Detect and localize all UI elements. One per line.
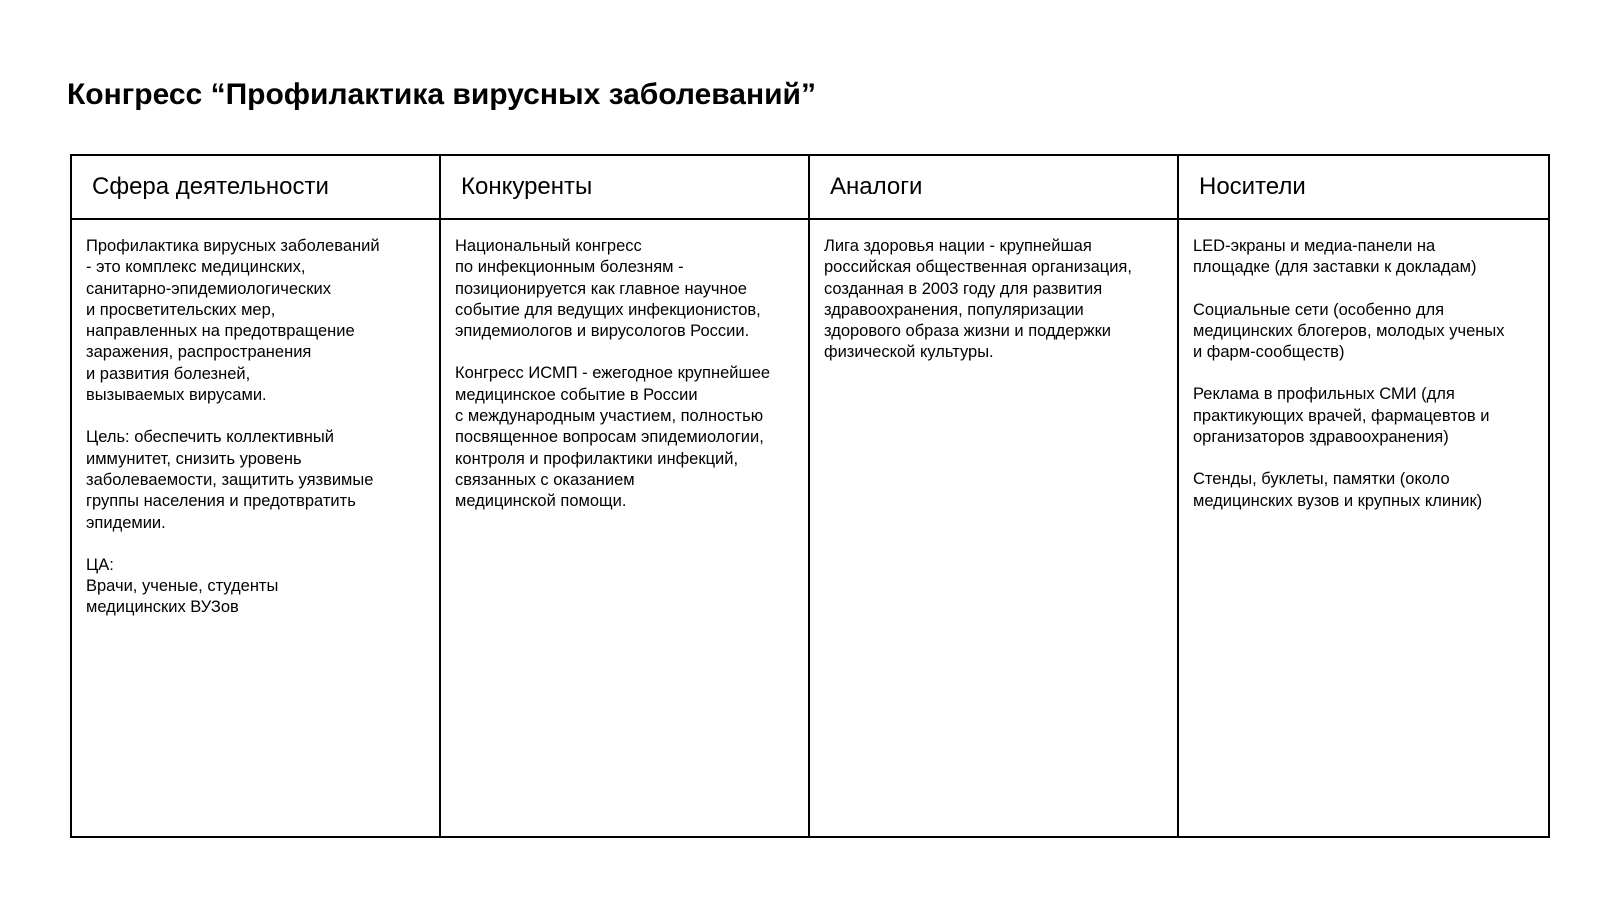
analog-health-league-text: Лига здоровья нации - крупнейшая российская общественная организация, созданная в 2003 году для развития здравоохранения, популяризации здорового образа жизни и поддержки физической культуры. <box>824 237 1132 362</box>
competitor-national-congress-text: Национальный конгресс по инфекционным болезням - позиционируется как главное научное событие для ведущих инфекционистов, эпидемиологов и вирусологов России. <box>455 237 761 341</box>
column-header-sphere: Сфера деятельности <box>72 156 441 220</box>
column-body-sphere <box>72 220 441 836</box>
info-table <box>70 154 1550 838</box>
sphere-definition-text: Профилактика вирусных заболеваний - это комплекс медицинских, санитарно-эпидемиологических и просветительских мер, направленных на предотвращение заражения, распространения и развития болезней, вызываемых вирусами. <box>86 237 380 405</box>
column-body-carriers <box>1179 220 1548 836</box>
sphere-goal-text: Цель: обеспечить коллективный иммунитет, снизить уровень заболеваемости, защитить уязвимые группы населения и предотвратить эпидемии. <box>86 428 374 532</box>
competitor-ismp-congress-text: Конгресс ИСМП - ежегодное крупнейшее медицинское событие в России с международным участием, полностью посвященное вопросам эпидемиологии, контроля и профилактики инфекций, связанных с оказанием медицинской помощи. <box>455 364 771 511</box>
column-header-analogs: Аналоги <box>810 156 1179 220</box>
sphere-audience-text: ЦА: Врачи, ученые, студенты медицинских ВУЗов <box>86 555 279 617</box>
carrier-stands-booklets-text: Стенды, буклеты, памятки (около медицинских вузов и крупных клиник) <box>1193 470 1483 510</box>
page-title: Конгресс “Профилактика вирусных заболеваний” <box>67 78 816 111</box>
column-body-analogs <box>810 220 1179 836</box>
carrier-social-networks-text: Социальные сети (особенно для медицинских блогеров, молодых ученых и фарм-сообществ) <box>1193 300 1505 362</box>
column-body-competitors <box>441 220 810 836</box>
carrier-media-ads-text: Реклама в профильных СМИ (для практикующих врачей, фармацевтов и организаторов здравоохранения) <box>1193 385 1490 447</box>
column-header-carriers: Носители <box>1179 156 1548 220</box>
carrier-led-screens-text: LED-экраны и медиа-панели на площадке (для заставки к докладам) <box>1193 237 1477 277</box>
column-header-competitors: Конкуренты <box>441 156 810 220</box>
